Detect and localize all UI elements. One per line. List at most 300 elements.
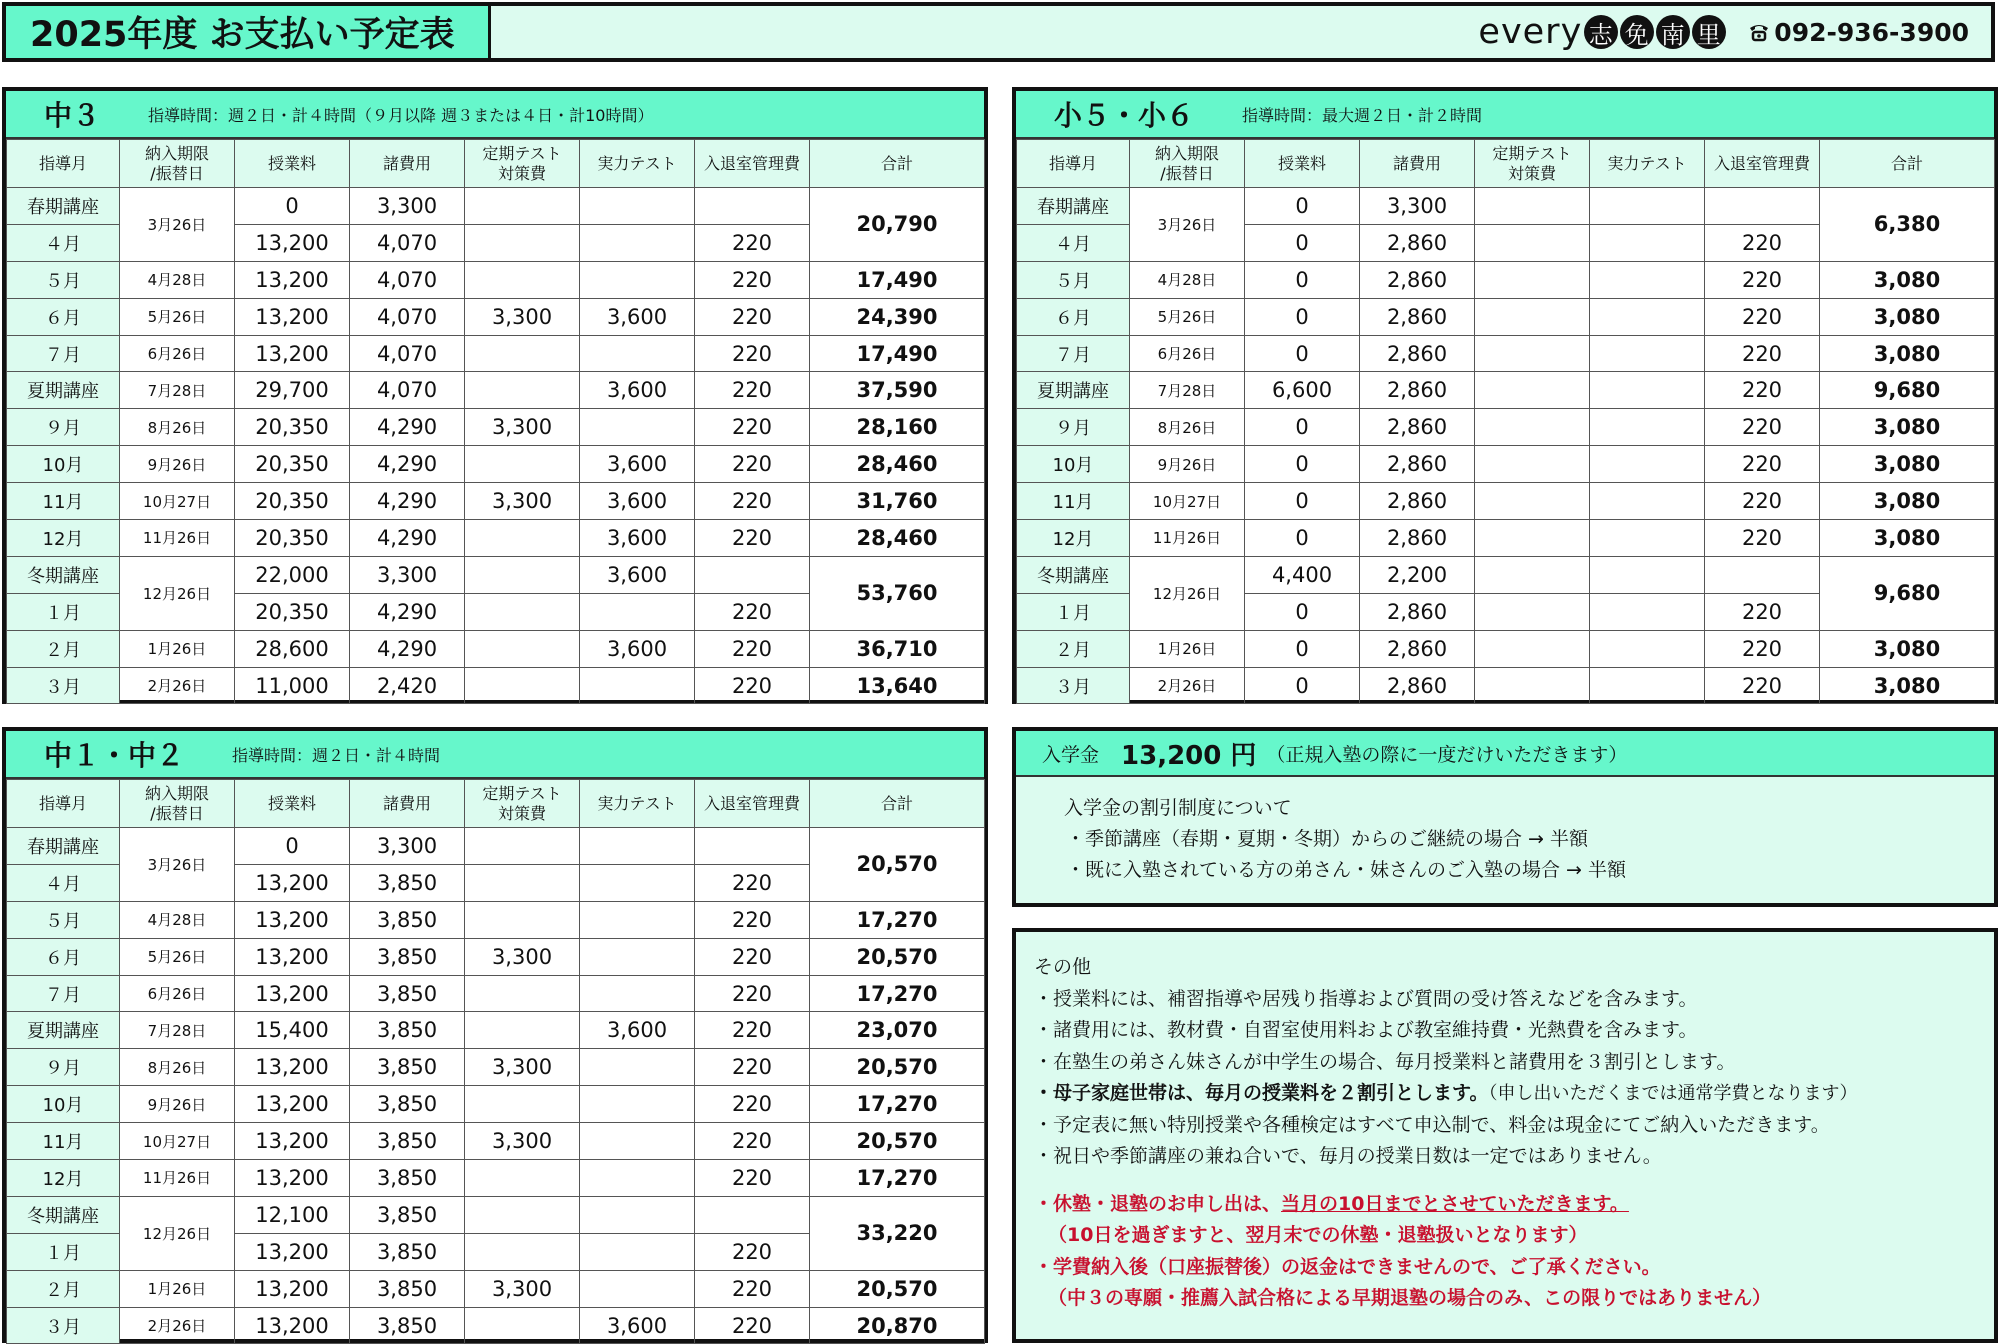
month-cell: 夏期講座: [7, 372, 120, 409]
column-header-tuition: [235, 780, 350, 828]
tuition-cell: 4,400: [1245, 556, 1360, 593]
ability-cell: [580, 1196, 695, 1233]
schedule-panel-chu3: [2, 87, 988, 704]
due-date-cell: 2月26日: [120, 1307, 235, 1344]
table-row: [7, 938, 985, 975]
total-cell: 17,270: [810, 1160, 985, 1197]
column-header-text: 対策費: [497, 803, 546, 823]
entry-cell: 220: [695, 372, 810, 409]
ability-cell: [580, 667, 695, 704]
month-cell: ７月: [7, 975, 120, 1012]
column-header-total: [810, 780, 985, 828]
total-cell: 28,460: [810, 520, 985, 557]
fees-cell: 2,860: [1360, 483, 1475, 520]
entry-cell: [1705, 188, 1820, 225]
fees-cell: 3,300: [350, 188, 465, 225]
fees-cell: 4,070: [350, 335, 465, 372]
month-cell: 11月: [7, 1123, 120, 1160]
entrance-fee-amount: 13,200 円: [1121, 740, 1257, 771]
test-cell: [465, 335, 580, 372]
entry-cell: 220: [1705, 298, 1820, 335]
ability-cell: [1590, 261, 1705, 298]
ability-cell: [580, 1270, 695, 1307]
test-cell: [465, 630, 580, 667]
test-cell: [465, 1012, 580, 1049]
entry-cell: 220: [695, 1049, 810, 1086]
table-row: [7, 1049, 985, 1086]
test-cell: 3,300: [465, 1049, 580, 1086]
entry-cell: 220: [695, 1012, 810, 1049]
due-date-cell: 5月26日: [120, 298, 235, 335]
ability-cell: 3,600: [580, 520, 695, 557]
total-cell: 37,590: [810, 372, 985, 409]
entry-cell: 220: [695, 261, 810, 298]
single-mother-discount: ・母子家庭世帯は、毎月の授業料を２割引とします。: [1034, 1082, 1489, 1104]
due-date-cell: 7月28日: [1130, 372, 1245, 409]
column-header-text: 諸費用: [1392, 153, 1441, 173]
fees-cell: 2,860: [1360, 446, 1475, 483]
due-date-cell: 1月26日: [120, 630, 235, 667]
ability-cell: [1590, 446, 1705, 483]
fees-cell: 2,860: [1360, 667, 1475, 704]
ability-cell: [1590, 188, 1705, 225]
month-cell: 11月: [1017, 483, 1130, 520]
fees-cell: 2,860: [1360, 593, 1475, 630]
due-date-cell: 1月26日: [1130, 630, 1245, 667]
ability-cell: 3,600: [580, 630, 695, 667]
discount-item: ・既に入塾されている方の弟さん・妹さんのご入塾の場合 → 半額: [1066, 859, 1627, 881]
month-cell: 春期講座: [1017, 188, 1130, 225]
month-cell: 12月: [1017, 520, 1130, 557]
tuition-cell: 13,200: [235, 1086, 350, 1123]
test-cell: [465, 446, 580, 483]
tuition-cell: 13,200: [235, 938, 350, 975]
table-row: [1017, 483, 1995, 520]
due-date-cell: 6月26日: [120, 975, 235, 1012]
fees-cell: 3,850: [350, 864, 465, 901]
month-cell: ２月: [7, 630, 120, 667]
column-header-due: [1130, 140, 1245, 188]
total-cell: 3,080: [1820, 335, 1995, 372]
test-cell: [1475, 667, 1590, 704]
column-header-text: 定期テスト: [482, 144, 562, 164]
total-cell: 17,270: [810, 1086, 985, 1123]
test-cell: 3,300: [465, 1123, 580, 1160]
test-cell: [1475, 261, 1590, 298]
tuition-cell: 13,200: [235, 1307, 350, 1344]
due-date-cell: 3月26日: [120, 188, 235, 262]
column-header-text: 実力テスト: [597, 153, 677, 173]
due-date-cell: 7月28日: [120, 372, 235, 409]
note-line: ・祝日や季節講座の兼ね合いで、毎月の授業日数は一定ではありません。: [1034, 1145, 1662, 1167]
tuition-cell: 0: [1245, 224, 1360, 261]
column-header-tuition: [235, 140, 350, 188]
tuition-cell: 0: [1245, 446, 1360, 483]
tuition-cell: 20,350: [235, 446, 350, 483]
table-row: [7, 1123, 985, 1160]
ability-cell: [580, 188, 695, 225]
fees-cell: 4,290: [350, 520, 465, 557]
total-cell: 20,790: [810, 188, 985, 262]
due-date-cell: 12月26日: [1130, 556, 1245, 630]
due-date-cell: 9月26日: [120, 1086, 235, 1123]
ability-cell: [580, 864, 695, 901]
test-cell: [465, 1086, 580, 1123]
table-row: [7, 483, 985, 520]
ability-cell: [1590, 520, 1705, 557]
table-header-row: [1017, 140, 1995, 188]
month-cell: ７月: [1017, 335, 1130, 372]
column-header-text: 納入期限: [144, 784, 209, 804]
column-header-text: 諸費用: [382, 153, 431, 173]
table-row: [7, 1270, 985, 1307]
ability-cell: [580, 224, 695, 261]
total-cell: 13,640: [810, 667, 985, 704]
entry-cell: 220: [1705, 593, 1820, 630]
month-cell: 冬期講座: [7, 556, 120, 593]
test-cell: 3,300: [465, 1270, 580, 1307]
table-row: [1017, 372, 1995, 409]
fee-table: [6, 139, 985, 704]
ability-cell: [580, 1049, 695, 1086]
entry-cell: 220: [1705, 372, 1820, 409]
tuition-cell: 0: [1245, 593, 1360, 630]
total-cell: 3,080: [1820, 520, 1995, 557]
schedule-panel-sho56: [1012, 87, 1998, 704]
fees-cell: 3,850: [350, 1049, 465, 1086]
month-cell: ５月: [7, 901, 120, 938]
table-row: [1017, 335, 1995, 372]
table-row: [1017, 630, 1995, 667]
total-cell: 3,080: [1820, 298, 1995, 335]
entry-cell: 220: [695, 1086, 810, 1123]
ability-cell: [580, 1123, 695, 1160]
month-cell: ２月: [7, 1270, 120, 1307]
table-row: [7, 520, 985, 557]
note-line: ・諸費用には、教材費・自習室使用料および教室維持費・光熱費を含みます。: [1034, 1019, 1698, 1041]
month-cell: 冬期講座: [7, 1196, 120, 1233]
entry-cell: [1705, 556, 1820, 593]
ability-cell: 3,600: [580, 556, 695, 593]
schedule-panel-chu12: [2, 727, 988, 1343]
test-cell: [465, 261, 580, 298]
discount-title: 入学金の割引制度について: [1064, 797, 1292, 819]
table-row: [7, 556, 985, 593]
tuition-cell: 20,350: [235, 483, 350, 520]
test-cell: [465, 1196, 580, 1233]
tuition-cell: 20,350: [235, 593, 350, 630]
column-header-text: /振替日: [1160, 163, 1214, 183]
test-cell: [1475, 409, 1590, 446]
column-header-text: 指導月: [38, 793, 87, 813]
entrance-fee-header: [1016, 731, 1994, 777]
column-header-text: 合計: [880, 153, 913, 173]
phone-icon: [1748, 22, 1770, 42]
table-header-row: [7, 780, 985, 828]
tuition-cell: 0: [1245, 409, 1360, 446]
column-header-text: 諸費用: [382, 793, 431, 813]
tuition-cell: 13,200: [235, 1049, 350, 1086]
test-cell: [465, 224, 580, 261]
due-date-cell: 8月26日: [1130, 409, 1245, 446]
fees-cell: 2,860: [1360, 298, 1475, 335]
phone-number: [1748, 18, 1969, 47]
fees-cell: 2,860: [1360, 335, 1475, 372]
column-header-text: 対策費: [1507, 163, 1556, 183]
column-header-entry: [1705, 140, 1820, 188]
test-cell: [1475, 556, 1590, 593]
entry-cell: 220: [1705, 667, 1820, 704]
ability-cell: [1590, 667, 1705, 704]
test-cell: 3,300: [465, 409, 580, 446]
total-cell: 20,570: [810, 1049, 985, 1086]
fees-cell: 3,300: [350, 556, 465, 593]
total-cell: 36,710: [810, 630, 985, 667]
column-header-fees: [350, 140, 465, 188]
test-cell: [465, 864, 580, 901]
due-date-cell: 12月26日: [120, 1196, 235, 1270]
warning-subline: （10日を過ぎますと、翌月末での休塾・退塾扱いとなります）: [1048, 1224, 1588, 1246]
fees-cell: 4,290: [350, 446, 465, 483]
column-header-month: [7, 140, 120, 188]
table-row: [1017, 446, 1995, 483]
ability-cell: [1590, 224, 1705, 261]
table-row: [1017, 667, 1995, 704]
fees-cell: 3,850: [350, 1086, 465, 1123]
total-cell: 20,870: [810, 1307, 985, 1344]
entry-cell: 220: [1705, 409, 1820, 446]
entry-cell: [695, 188, 810, 225]
total-cell: 3,080: [1820, 446, 1995, 483]
fees-cell: 3,850: [350, 1270, 465, 1307]
test-cell: [465, 1233, 580, 1270]
warning-line: ・学費納入後（口座振替後）の返金はできませんので、ご了承ください。: [1034, 1255, 1661, 1278]
column-header-text: 入退室管理費: [703, 793, 800, 813]
entry-cell: 220: [1705, 446, 1820, 483]
entry-cell: 220: [695, 864, 810, 901]
teaching-hours-note: 指導時間：週２日・計４時間（９月以降 週３または４日・計10時間）: [148, 105, 654, 125]
month-cell: 夏期講座: [1017, 372, 1130, 409]
warning-subline: （中３の専願・推薦入試合格による早期退塾の場合のみ、この限りではありません）: [1048, 1287, 1772, 1309]
test-cell: 3,300: [465, 938, 580, 975]
total-cell: 3,080: [1820, 483, 1995, 520]
tuition-cell: 29,700: [235, 372, 350, 409]
ability-cell: [580, 409, 695, 446]
total-cell: 28,460: [810, 446, 985, 483]
entry-cell: 220: [695, 520, 810, 557]
ability-cell: [1590, 372, 1705, 409]
due-date-cell: 5月26日: [120, 938, 235, 975]
teaching-hours-note: 指導時間：週２日・計４時間: [232, 745, 441, 765]
total-cell: 3,080: [1820, 409, 1995, 446]
total-cell: 20,570: [810, 938, 985, 975]
tuition-cell: 0: [235, 188, 350, 225]
due-date-cell: 1月26日: [120, 1270, 235, 1307]
panel-title-bar: [1016, 91, 1994, 139]
column-header-tuition: [1245, 140, 1360, 188]
column-header-test: [465, 780, 580, 828]
total-cell: 3,080: [1820, 667, 1995, 704]
total-cell: 20,570: [810, 1123, 985, 1160]
ability-cell: [580, 1160, 695, 1197]
fees-cell: 3,850: [350, 1012, 465, 1049]
test-cell: 3,300: [465, 483, 580, 520]
tuition-cell: 15,400: [235, 1012, 350, 1049]
test-cell: [1475, 224, 1590, 261]
tuition-cell: 13,200: [235, 1270, 350, 1307]
note-aside: （申し出いただくまでは通常学費となります）: [1488, 1083, 1858, 1104]
entry-cell: 220: [695, 1123, 810, 1160]
due-date-cell: 7月28日: [120, 1012, 235, 1049]
month-cell: １月: [7, 593, 120, 630]
total-cell: 20,570: [810, 828, 985, 902]
total-cell: 17,490: [810, 335, 985, 372]
fees-cell: 2,860: [1360, 372, 1475, 409]
entry-cell: 220: [1705, 335, 1820, 372]
month-cell: ９月: [7, 1049, 120, 1086]
due-date-cell: 4月28日: [120, 901, 235, 938]
test-cell: [465, 1160, 580, 1197]
column-header-text: 入退室管理費: [1713, 153, 1810, 173]
teaching-hours-note: 指導時間：最大週２日・計２時間: [1242, 105, 1483, 125]
table-row: [1017, 188, 1995, 225]
entrance-fee-label: 入学金: [1042, 743, 1100, 766]
tuition-cell: 13,200: [235, 1123, 350, 1160]
table-row: [7, 261, 985, 298]
entry-cell: [695, 556, 810, 593]
column-header-text: 指導月: [1048, 153, 1097, 173]
column-header-text: 納入期限: [144, 144, 209, 164]
fees-cell: 2,200: [1360, 556, 1475, 593]
phone-text: 092-936-3900: [1774, 17, 1969, 47]
tuition-cell: 11,000: [235, 667, 350, 704]
total-cell: 9,680: [1820, 556, 1995, 630]
total-cell: 3,080: [1820, 261, 1995, 298]
table-row: [1017, 520, 1995, 557]
month-cell: ３月: [7, 1307, 120, 1344]
month-cell: 10月: [7, 1086, 120, 1123]
table-row: [7, 446, 985, 483]
fees-cell: 4,290: [350, 593, 465, 630]
month-cell: 夏期講座: [7, 1012, 120, 1049]
fees-cell: 4,070: [350, 372, 465, 409]
table-header-row: [7, 140, 985, 188]
total-cell: 28,160: [810, 409, 985, 446]
warning-text: ・休塾・退塾のお申し出は、: [1034, 1192, 1282, 1215]
table-row: [7, 409, 985, 446]
due-date-cell: 10月27日: [120, 1123, 235, 1160]
entry-cell: [695, 828, 810, 865]
entry-cell: 220: [695, 1270, 810, 1307]
tuition-cell: 0: [235, 828, 350, 865]
ability-cell: [1590, 298, 1705, 335]
due-date-cell: 9月26日: [1130, 446, 1245, 483]
tuition-cell: 20,350: [235, 409, 350, 446]
due-date-cell: 2月26日: [120, 667, 235, 704]
entry-cell: 220: [1705, 520, 1820, 557]
month-cell: 10月: [1017, 446, 1130, 483]
tuition-cell: 13,200: [235, 335, 350, 372]
test-cell: [465, 667, 580, 704]
other-title: その他: [1034, 956, 1092, 978]
entry-cell: 220: [695, 483, 810, 520]
tuition-cell: 6,600: [1245, 372, 1360, 409]
tuition-cell: 0: [1245, 483, 1360, 520]
column-header-text: 定期テスト: [1492, 144, 1572, 164]
test-cell: [465, 556, 580, 593]
column-header-ability: [1590, 140, 1705, 188]
grade-title: 小５・小６: [1054, 99, 1195, 132]
column-header-text: 入退室管理費: [703, 153, 800, 173]
month-cell: 10月: [7, 446, 120, 483]
table-row: [7, 975, 985, 1012]
fees-cell: 2,420: [350, 667, 465, 704]
table-row: [1017, 409, 1995, 446]
discount-item: ・季節講座（春期・夏期・冬期）からのご継続の場合 → 半額: [1066, 828, 1589, 850]
ability-cell: [1590, 483, 1705, 520]
ability-cell: [580, 975, 695, 1012]
month-cell: ７月: [7, 335, 120, 372]
month-cell: ４月: [7, 224, 120, 261]
due-date-cell: 6月26日: [120, 335, 235, 372]
fees-cell: 2,860: [1360, 224, 1475, 261]
tuition-cell: 0: [1245, 298, 1360, 335]
fee-table: [6, 779, 985, 1344]
table-row: [7, 1196, 985, 1233]
month-cell: １月: [7, 1233, 120, 1270]
test-cell: [1475, 483, 1590, 520]
column-header-text: 指導月: [38, 153, 87, 173]
entry-cell: 220: [1705, 261, 1820, 298]
tuition-cell: 13,200: [235, 975, 350, 1012]
month-cell: 12月: [7, 1160, 120, 1197]
total-cell: 3,080: [1820, 630, 1995, 667]
fees-cell: 3,850: [350, 1160, 465, 1197]
total-cell: 33,220: [810, 1196, 985, 1270]
column-header-text: 納入期限: [1154, 144, 1219, 164]
ability-cell: [580, 1233, 695, 1270]
grade-title: 中３: [44, 99, 101, 132]
column-header-entry: [695, 780, 810, 828]
test-cell: [465, 520, 580, 557]
month-cell: ６月: [1017, 298, 1130, 335]
tuition-cell: 22,000: [235, 556, 350, 593]
tuition-cell: 12,100: [235, 1196, 350, 1233]
table-row: [7, 1086, 985, 1123]
warning-deadline: 当月の10日までとさせていただきます。: [1281, 1192, 1629, 1215]
ability-cell: 3,600: [580, 298, 695, 335]
column-header-month: [7, 780, 120, 828]
entrance-fee-box: [1012, 727, 1998, 907]
column-header-text: 合計: [880, 793, 913, 813]
ability-cell: [1590, 556, 1705, 593]
due-date-cell: 11月26日: [1130, 520, 1245, 557]
fees-cell: 4,290: [350, 409, 465, 446]
month-cell: ４月: [1017, 224, 1130, 261]
due-date-cell: 8月26日: [120, 1049, 235, 1086]
month-cell: ９月: [1017, 409, 1130, 446]
table-row: [7, 1160, 985, 1197]
month-cell: 春期講座: [7, 188, 120, 225]
table-row: [7, 828, 985, 865]
total-cell: 53,760: [810, 556, 985, 630]
total-cell: 17,270: [810, 975, 985, 1012]
column-header-test: [465, 140, 580, 188]
total-cell: 20,570: [810, 1270, 985, 1307]
ability-cell: 3,600: [580, 1307, 695, 1344]
entry-cell: 220: [1705, 224, 1820, 261]
panel-title-bar: [6, 731, 984, 779]
